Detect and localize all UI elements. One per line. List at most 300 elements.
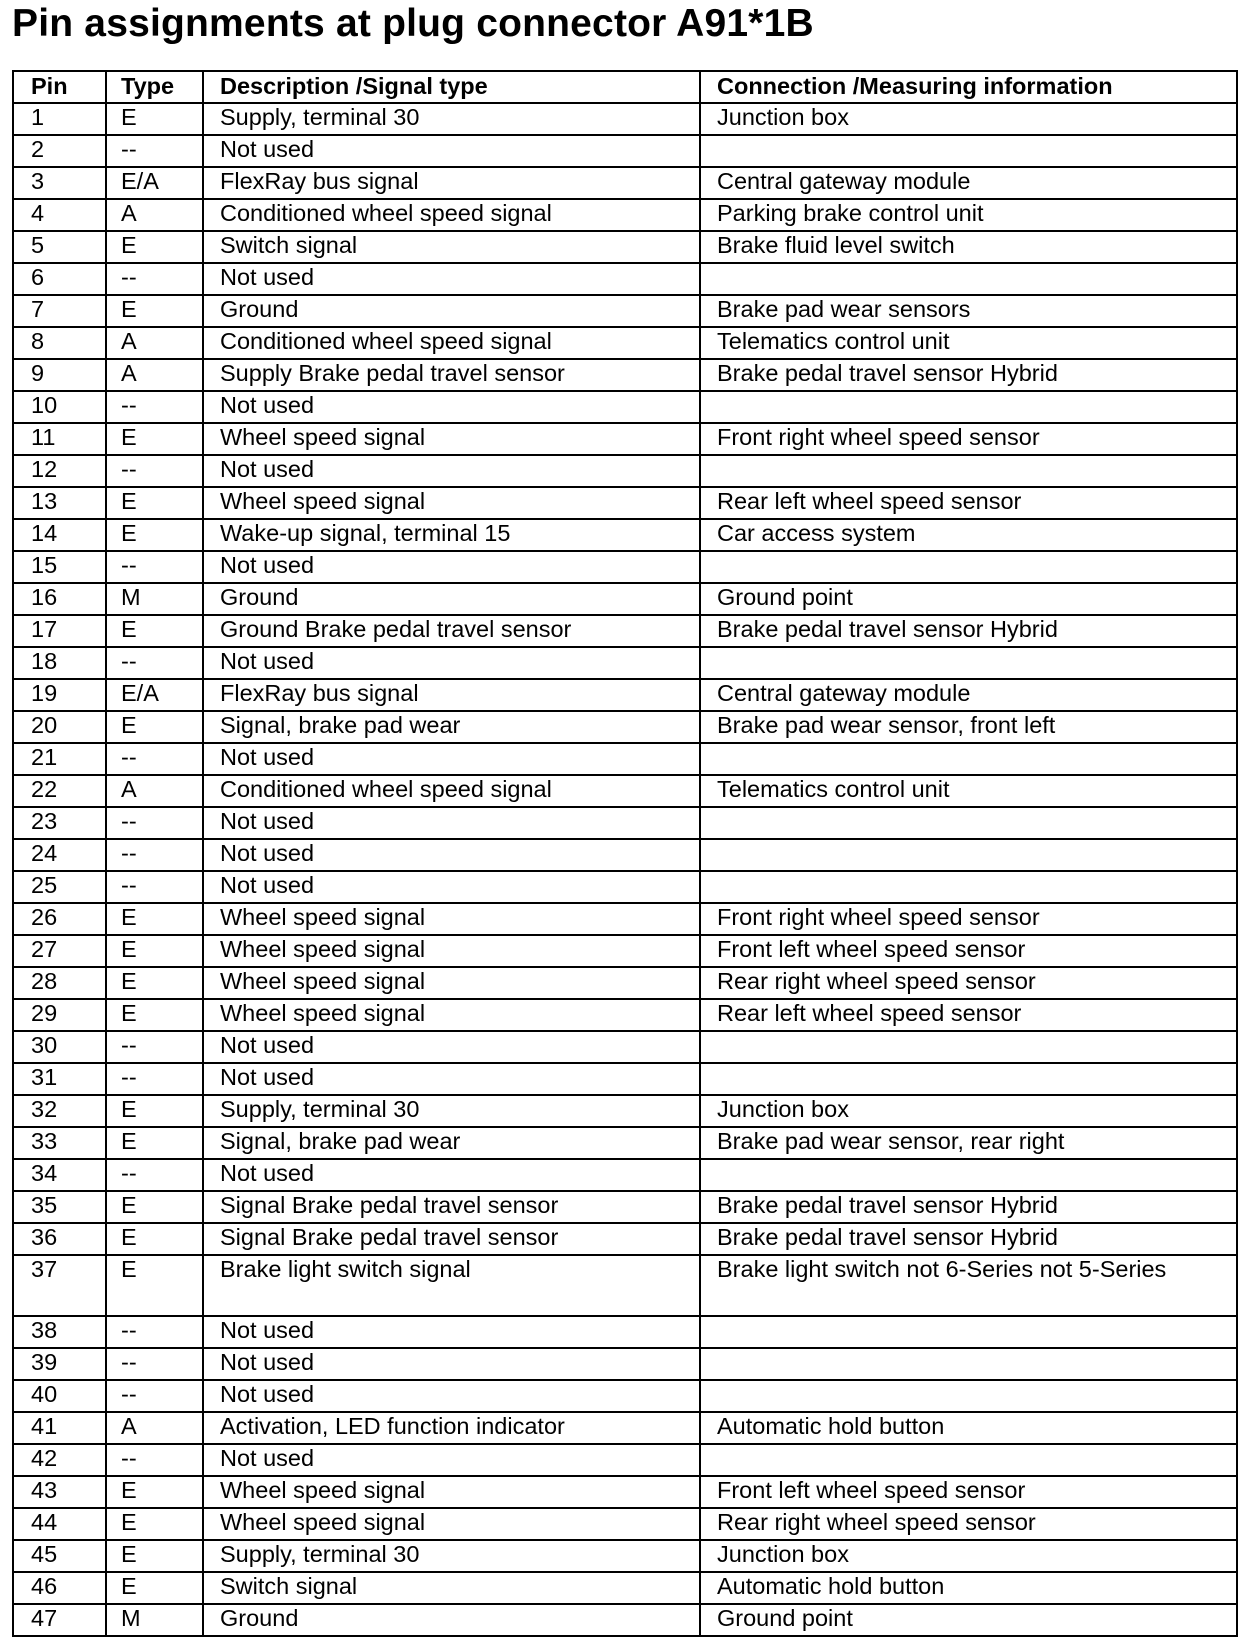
connection-cell-text: Brake light switch not 6-Series not 5-Series <box>717 1256 1167 1282</box>
connection-cell <box>700 327 1237 359</box>
type-cell-text: E <box>121 904 137 930</box>
table-row <box>13 423 1237 455</box>
description-cell <box>203 935 700 967</box>
pin-cell-text: 1 <box>31 104 45 130</box>
description-cell-text: Wheel speed signal <box>220 1509 426 1535</box>
connection-cell-text: Central gateway module <box>717 168 971 194</box>
type-cell <box>106 775 203 807</box>
description-cell-text: Not used <box>220 136 315 162</box>
connection-cell <box>700 359 1237 391</box>
description-cell-text: Not used <box>220 840 315 866</box>
column-header-pin: Pin <box>13 71 106 103</box>
table-row <box>13 103 1237 135</box>
connection-cell-text: Automatic hold button <box>717 1573 945 1599</box>
type-cell <box>106 103 203 135</box>
connection-cell-text: Ground point <box>717 584 853 610</box>
type-cell <box>106 487 203 519</box>
type-cell-text: -- <box>121 1064 137 1090</box>
type-cell-text: -- <box>121 1381 137 1407</box>
pin-cell <box>13 1063 106 1095</box>
type-cell <box>106 1255 203 1316</box>
description-cell <box>203 1380 700 1412</box>
connection-cell-text: Brake fluid level switch <box>717 232 955 258</box>
description-cell <box>203 1095 700 1127</box>
description-cell <box>203 1031 700 1063</box>
type-cell-text: -- <box>121 1349 137 1375</box>
column-header-description: Description /Signal type <box>203 71 700 103</box>
description-cell-text: Wheel speed signal <box>220 1477 426 1503</box>
type-cell <box>106 231 203 263</box>
connection-cell <box>700 647 1237 679</box>
connection-cell <box>700 1444 1237 1476</box>
pin-cell-text: 26 <box>31 904 58 930</box>
description-cell-text: Wheel speed signal <box>220 488 426 514</box>
pin-cell-text: 9 <box>31 360 45 386</box>
connection-cell <box>700 295 1237 327</box>
table-row <box>13 999 1237 1031</box>
pin-cell-text: 7 <box>31 296 45 322</box>
description-cell <box>203 487 700 519</box>
connection-cell-text: Automatic hold button <box>717 1413 945 1439</box>
connection-cell <box>700 711 1237 743</box>
pin-cell <box>13 1223 106 1255</box>
pin-cell <box>13 327 106 359</box>
table-row <box>13 1159 1237 1191</box>
type-cell <box>106 1572 203 1604</box>
pin-cell <box>13 487 106 519</box>
connection-cell <box>700 135 1237 167</box>
pin-cell-text: 21 <box>31 744 58 770</box>
page-title: Pin assignments at plug connector A91*1B <box>12 2 814 45</box>
connection-cell <box>700 551 1237 583</box>
type-cell <box>106 295 203 327</box>
pin-cell <box>13 1191 106 1223</box>
type-cell <box>106 807 203 839</box>
connection-cell-text: Front left wheel speed sensor <box>717 936 1026 962</box>
pin-cell <box>13 519 106 551</box>
description-cell <box>203 1159 700 1191</box>
description-cell-text: Signal, brake pad wear <box>220 1128 461 1154</box>
connection-cell <box>700 807 1237 839</box>
connection-cell-text: Front right wheel speed sensor <box>717 904 1040 930</box>
table-row <box>13 679 1237 711</box>
table-row <box>13 1412 1237 1444</box>
type-cell <box>106 551 203 583</box>
type-cell <box>106 167 203 199</box>
pin-cell-text: 2 <box>31 136 45 162</box>
type-cell-text: -- <box>121 1317 137 1343</box>
type-cell <box>106 1127 203 1159</box>
description-cell <box>203 839 700 871</box>
table-row <box>13 135 1237 167</box>
type-cell-text: -- <box>121 808 137 834</box>
table-row <box>13 295 1237 327</box>
type-cell <box>106 1031 203 1063</box>
pin-cell-text: 38 <box>31 1317 58 1343</box>
type-cell <box>106 967 203 999</box>
description-cell-text: Not used <box>220 1032 315 1058</box>
description-cell-text: Supply, terminal 30 <box>220 104 420 130</box>
description-cell <box>203 679 700 711</box>
table-row <box>13 1031 1237 1063</box>
type-cell <box>106 871 203 903</box>
description-cell <box>203 871 700 903</box>
connection-cell-text: Front left wheel speed sensor <box>717 1477 1026 1503</box>
pin-cell-text: 4 <box>31 200 45 226</box>
pin-cell-text: 5 <box>31 232 45 258</box>
connection-cell <box>700 903 1237 935</box>
connection-cell <box>700 487 1237 519</box>
type-cell-text: E/A <box>121 168 159 194</box>
table-row <box>13 1255 1237 1316</box>
description-cell-text: Conditioned wheel speed signal <box>220 200 552 226</box>
type-cell-text: A <box>121 776 137 802</box>
pin-cell-text: 23 <box>31 808 58 834</box>
connection-cell <box>700 1348 1237 1380</box>
connection-cell <box>700 1380 1237 1412</box>
pin-cell <box>13 263 106 295</box>
connection-cell <box>700 1412 1237 1444</box>
connection-cell-text: Brake pedal travel sensor Hybrid <box>717 616 1058 642</box>
pin-cell-text: 20 <box>31 712 58 738</box>
connection-cell <box>700 1604 1237 1636</box>
description-cell-text: Ground <box>220 584 299 610</box>
connection-cell-text: Telematics control unit <box>717 776 950 802</box>
pin-cell <box>13 359 106 391</box>
table-row <box>13 359 1237 391</box>
pin-cell-text: 37 <box>31 1256 58 1282</box>
pin-cell <box>13 647 106 679</box>
type-cell-text: E <box>121 232 137 258</box>
connection-cell <box>700 167 1237 199</box>
description-cell-text: Conditioned wheel speed signal <box>220 776 552 802</box>
table-row <box>13 1063 1237 1095</box>
type-cell <box>106 327 203 359</box>
connection-cell <box>700 231 1237 263</box>
type-cell-text: E <box>121 936 137 962</box>
connection-cell <box>700 1255 1237 1316</box>
description-cell <box>203 391 700 423</box>
pin-cell <box>13 167 106 199</box>
description-cell <box>203 583 700 615</box>
table-row <box>13 1508 1237 1540</box>
description-cell <box>203 743 700 775</box>
table-row <box>13 967 1237 999</box>
description-cell-text: Not used <box>220 872 315 898</box>
description-cell-text: Brake light switch signal <box>220 1256 471 1282</box>
description-cell-text: Signal Brake pedal travel sensor <box>220 1224 559 1250</box>
type-cell-text: A <box>121 328 137 354</box>
table-row <box>13 1316 1237 1348</box>
pin-cell <box>13 615 106 647</box>
description-cell <box>203 423 700 455</box>
type-cell-text: E <box>121 1573 137 1599</box>
pin-cell <box>13 743 106 775</box>
pin-cell <box>13 231 106 263</box>
connection-cell <box>700 583 1237 615</box>
type-cell-text: -- <box>121 1160 137 1186</box>
connection-cell-text: Junction box <box>717 1096 849 1122</box>
pin-cell-text: 13 <box>31 488 58 514</box>
description-cell-text: Ground Brake pedal travel sensor <box>220 616 572 642</box>
description-cell <box>203 1255 700 1316</box>
pin-cell <box>13 1127 106 1159</box>
pin-cell-text: 27 <box>31 936 58 962</box>
description-cell-text: Not used <box>220 1381 315 1407</box>
table-row <box>13 551 1237 583</box>
pin-cell-text: 32 <box>31 1096 58 1122</box>
type-cell-text: -- <box>121 136 137 162</box>
connection-cell <box>700 871 1237 903</box>
pin-cell <box>13 839 106 871</box>
pin-cell-text: 6 <box>31 264 45 290</box>
pin-cell-text: 39 <box>31 1349 58 1375</box>
table-row <box>13 263 1237 295</box>
pin-cell <box>13 807 106 839</box>
type-cell <box>106 839 203 871</box>
connection-cell-text: Brake pedal travel sensor Hybrid <box>717 1192 1058 1218</box>
pin-cell <box>13 1572 106 1604</box>
connection-cell <box>700 679 1237 711</box>
type-cell <box>106 583 203 615</box>
description-cell-text: Not used <box>220 1160 315 1186</box>
connection-cell <box>700 1316 1237 1348</box>
connection-cell <box>700 839 1237 871</box>
connection-cell <box>700 423 1237 455</box>
type-cell <box>106 935 203 967</box>
description-cell <box>203 775 700 807</box>
description-cell-text: Wheel speed signal <box>220 904 426 930</box>
table-row <box>13 1604 1237 1636</box>
description-cell-text: Not used <box>220 648 315 674</box>
table-body <box>13 103 1237 1636</box>
description-cell <box>203 1444 700 1476</box>
pin-cell <box>13 903 106 935</box>
pin-cell <box>13 1540 106 1572</box>
description-cell <box>203 1191 700 1223</box>
connection-cell-text: Brake pedal travel sensor Hybrid <box>717 360 1058 386</box>
pin-cell-text: 3 <box>31 168 45 194</box>
pin-cell-text: 31 <box>31 1064 58 1090</box>
description-cell <box>203 615 700 647</box>
description-cell <box>203 1063 700 1095</box>
description-cell <box>203 647 700 679</box>
table-row <box>13 487 1237 519</box>
description-cell <box>203 1540 700 1572</box>
type-cell-text: -- <box>121 1445 137 1471</box>
description-cell-text: Not used <box>220 392 315 418</box>
type-cell-text: -- <box>121 552 137 578</box>
pin-cell <box>13 935 106 967</box>
type-cell <box>106 1508 203 1540</box>
type-cell <box>106 199 203 231</box>
description-cell-text: Not used <box>220 1349 315 1375</box>
pin-cell-text: 25 <box>31 872 58 898</box>
type-cell-text: E <box>121 488 137 514</box>
type-cell <box>106 1380 203 1412</box>
pin-cell-text: 40 <box>31 1381 58 1407</box>
description-cell <box>203 135 700 167</box>
pin-cell-text: 44 <box>31 1509 58 1535</box>
pin-cell-text: 15 <box>31 552 58 578</box>
type-cell <box>106 135 203 167</box>
table-row <box>13 1380 1237 1412</box>
type-cell <box>106 1540 203 1572</box>
description-cell <box>203 903 700 935</box>
table-row <box>13 1572 1237 1604</box>
type-cell <box>106 903 203 935</box>
connection-cell-text: Rear left wheel speed sensor <box>717 488 1022 514</box>
type-cell <box>106 1063 203 1095</box>
type-cell <box>106 1412 203 1444</box>
type-cell <box>106 1191 203 1223</box>
pin-cell-text: 18 <box>31 648 58 674</box>
description-cell <box>203 1604 700 1636</box>
description-cell-text: FlexRay bus signal <box>220 680 419 706</box>
connection-cell-text: Rear right wheel speed sensor <box>717 1509 1036 1535</box>
connection-cell <box>700 1223 1237 1255</box>
type-cell <box>106 679 203 711</box>
table-row <box>13 1127 1237 1159</box>
table-row <box>13 455 1237 487</box>
pin-cell <box>13 775 106 807</box>
table-row <box>13 1476 1237 1508</box>
connection-cell-text: Brake pedal travel sensor Hybrid <box>717 1224 1058 1250</box>
connection-cell <box>700 103 1237 135</box>
pin-cell <box>13 1031 106 1063</box>
pin-cell-text: 19 <box>31 680 58 706</box>
connection-cell-text: Brake pad wear sensor, front left <box>717 712 1056 738</box>
type-cell <box>106 647 203 679</box>
pin-cell-text: 42 <box>31 1445 58 1471</box>
connection-cell <box>700 263 1237 295</box>
description-cell-text: Not used <box>220 552 315 578</box>
type-cell-text: -- <box>121 264 137 290</box>
pin-cell <box>13 295 106 327</box>
connection-cell-text: Telematics control unit <box>717 328 950 354</box>
type-cell-text: -- <box>121 840 137 866</box>
pin-cell-text: 47 <box>31 1605 58 1631</box>
type-cell <box>106 1348 203 1380</box>
table-row <box>13 743 1237 775</box>
pin-cell <box>13 1159 106 1191</box>
pin-cell-text: 45 <box>31 1541 58 1567</box>
pin-assignment-table <box>12 70 1238 1637</box>
type-cell-text: E <box>121 1256 137 1282</box>
type-cell-text: -- <box>121 392 137 418</box>
connection-cell <box>700 967 1237 999</box>
pin-cell-text: 41 <box>31 1413 58 1439</box>
pin-cell <box>13 1508 106 1540</box>
pin-cell <box>13 583 106 615</box>
description-cell-text: Not used <box>220 744 315 770</box>
type-cell-text: M <box>121 1605 141 1631</box>
connection-cell-text: Central gateway module <box>717 680 971 706</box>
pin-cell-text: 8 <box>31 328 45 354</box>
description-cell-text: Wheel speed signal <box>220 968 426 994</box>
table-row <box>13 519 1237 551</box>
type-cell <box>106 711 203 743</box>
connection-cell-text: Rear right wheel speed sensor <box>717 968 1036 994</box>
description-cell <box>203 1572 700 1604</box>
connection-cell <box>700 1095 1237 1127</box>
type-cell-text: E <box>121 1477 137 1503</box>
pin-cell <box>13 1316 106 1348</box>
type-cell-text: E <box>121 1192 137 1218</box>
type-cell-text: E <box>121 520 137 546</box>
description-cell <box>203 295 700 327</box>
type-cell-text: -- <box>121 1032 137 1058</box>
type-cell <box>106 1444 203 1476</box>
table-row <box>13 1095 1237 1127</box>
description-cell-text: Not used <box>220 456 315 482</box>
table-row <box>13 871 1237 903</box>
type-cell <box>106 1223 203 1255</box>
pin-cell-text: 33 <box>31 1128 58 1154</box>
pin-cell-text: 11 <box>31 424 56 450</box>
connection-cell <box>700 1572 1237 1604</box>
description-cell-text: FlexRay bus signal <box>220 168 419 194</box>
table-row <box>13 647 1237 679</box>
description-cell <box>203 1223 700 1255</box>
description-cell-text: Wheel speed signal <box>220 1000 426 1026</box>
description-cell-text: Switch signal <box>220 1573 358 1599</box>
pin-cell-text: 14 <box>31 520 58 546</box>
table-row <box>13 935 1237 967</box>
pin-cell <box>13 1255 106 1316</box>
type-cell-text: E <box>121 712 137 738</box>
pin-cell-text: 12 <box>31 456 58 482</box>
description-cell <box>203 327 700 359</box>
pin-cell-text: 30 <box>31 1032 58 1058</box>
type-cell <box>106 615 203 647</box>
description-cell-text: Signal, brake pad wear <box>220 712 461 738</box>
connection-cell <box>700 199 1237 231</box>
type-cell-text: -- <box>121 648 137 674</box>
type-cell-text: E <box>121 968 137 994</box>
connection-cell-text: Junction box <box>717 1541 849 1567</box>
description-cell <box>203 103 700 135</box>
connection-cell <box>700 1031 1237 1063</box>
type-cell <box>106 1476 203 1508</box>
pin-cell-text: 34 <box>31 1160 58 1186</box>
description-cell <box>203 167 700 199</box>
description-cell-text: Wake-up signal, terminal 15 <box>220 520 511 546</box>
type-cell-text: E/A <box>121 680 159 706</box>
pin-cell-text: 17 <box>31 616 58 642</box>
connection-cell-text: Car access system <box>717 520 916 546</box>
type-cell <box>106 359 203 391</box>
type-cell-text: E <box>121 104 137 130</box>
pin-cell <box>13 1348 106 1380</box>
connection-cell-text: Brake pad wear sensor, rear right <box>717 1128 1065 1154</box>
connection-cell-text: Junction box <box>717 104 849 130</box>
connection-cell <box>700 1063 1237 1095</box>
connection-cell <box>700 935 1237 967</box>
pin-cell-text: 35 <box>31 1192 58 1218</box>
pin-cell <box>13 711 106 743</box>
type-cell-text: E <box>121 1541 137 1567</box>
pin-cell <box>13 1604 106 1636</box>
description-cell <box>203 967 700 999</box>
description-cell-text: Not used <box>220 1445 315 1471</box>
table-row <box>13 231 1237 263</box>
pin-cell <box>13 551 106 583</box>
connection-cell <box>700 455 1237 487</box>
description-cell <box>203 231 700 263</box>
type-cell <box>106 743 203 775</box>
description-cell <box>203 1412 700 1444</box>
